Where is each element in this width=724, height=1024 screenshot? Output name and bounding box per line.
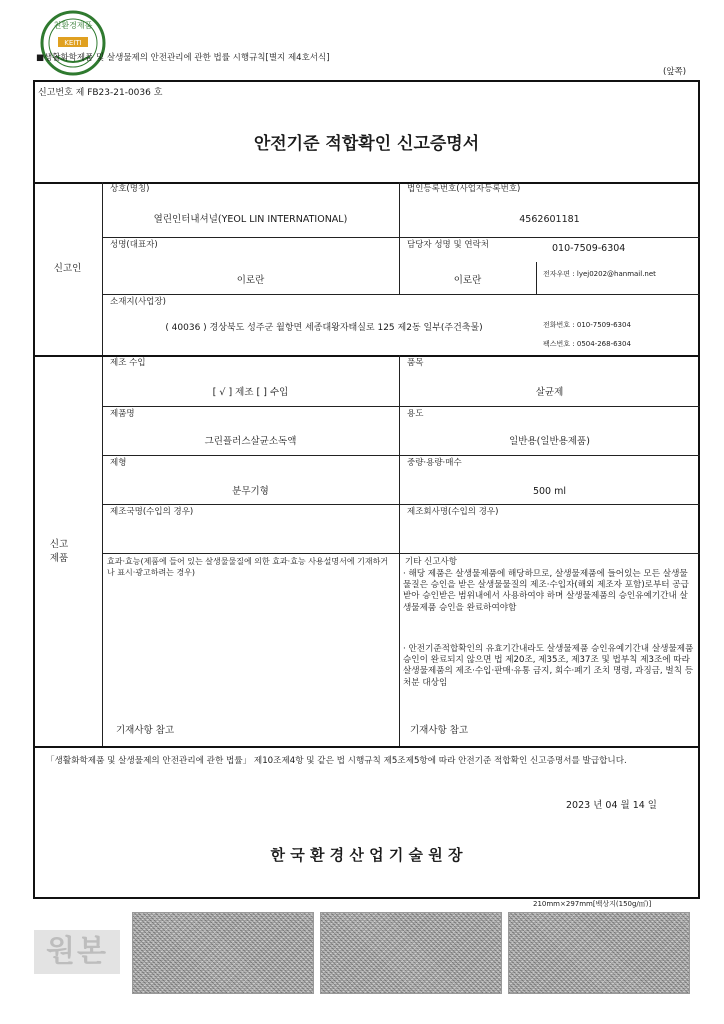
obscured-image-2 [320,912,502,994]
name-label: 제품명 [110,409,135,419]
phone-line [543,321,631,330]
watermark-stamp [34,930,120,974]
seal-badge: KEITI [64,39,82,47]
biz-no-value: 4562601181 [519,214,580,225]
other-text-2: · 안전기준적합확인의 유효기간내라도 살생물제품 승인유예기간내 살생물제품 승인이 완료되지 않으면 법 제20조, 제35조, 제37조 및 법부칙 제3조에 따라 살생물제품의 제조·수입·판매·유통 금지, 회수·폐기 조치 명령, 과징금, 벌칙 등 처분 대상임 [403,644,694,688]
product-section-label: 신고 제품 [49,539,69,564]
qty-value: 500 ml [532,486,567,497]
watermark-text: 원본 [46,934,108,969]
form-title: ■생활화학제품 및 살생물제의 안전관리에 관한 법률 시행규칙[별지 제4호서식] [36,53,330,63]
company-value: 열린인터내셔널(YEOL LIN INTERNATIONAL) [153,214,348,225]
name-value: 그린플러스살균소독액 [204,436,297,447]
form-value: 분무기형 [232,486,269,497]
ref-right: 기재사항 참고 [410,725,469,736]
qty-label: 중량·용량·매수 [407,458,462,468]
phone-value: 010-7509-6304 [576,321,631,329]
phone-label: 전화번호 : [543,321,575,329]
paper-size: 210mm×297mm[백상지(150g/㎡)] [533,900,652,908]
biz-no-label: 법인등록번호(사업자등록번호) [407,184,521,194]
reporter-section-label: 신고인 [53,263,82,274]
fax-value: 0504-268-6304 [576,340,631,348]
mfg-value: [ √ ] 제조 [ ] 수입 [212,387,289,398]
issue-date: 2023 년 04 월 14 일 [566,800,657,811]
mfg-label: 제조 수입 [110,358,146,368]
item-label: 품목 [407,358,424,368]
official-seal [34,10,112,76]
address-value: ( 40036 ) 경상북도 성주군 월항면 세종대왕자태실로 125 제2동 일부(주건축물) [165,323,483,333]
issuer-name: 한 국 환 경 산 업 기 술 원 장 [270,846,463,864]
form-label: 제형 [110,458,127,468]
footer-statement: 「생활화학제품 및 살생물제의 안전관리에 관한 법률」 제10조제4항 및 같은 법 시행규칙 제5조제5항에 따라 안전기준 적합확인 신고증명서를 발급합니다. [46,756,627,766]
doc-title: 안전기준 적합확인 신고증명서 [253,134,480,154]
other-text-1: · 해당 제품은 살생물제품에 해당하므로, 살생물제품에 들어있는 모든 살생물물질은 승인을 받은 살생물물질의 제조·수입자(해외 제조자 포함)로부터 공급받아 승인받은 범위내에서 사용하여야 하며 살생물제품의 승인유예기간내 살생물제품 승인을 완료하여야함 [403,569,689,613]
other-label: 기타 신고사항 [405,557,457,567]
manager-label: 담당자 성명 및 연락처 [407,240,490,250]
email-label: 전자우편 : [543,270,575,278]
rep-label: 성명(대표자) [110,240,158,250]
ref-left: 기재사항 참고 [116,725,175,736]
email-value: lyej0202@hanmail.net [576,270,656,278]
obscured-image-1 [132,912,314,994]
report-number: 신고번호 제 FB23-21-0036 호 [38,88,163,98]
obscured-image-3 [508,912,690,994]
use-value: 일반용(일반용제품) [509,436,590,447]
fax-line [543,340,631,349]
address-label: 소재지(사업장) [110,297,166,307]
use-label: 용도 [407,409,424,419]
item-value: 살균제 [535,387,564,398]
manager-name: 이로란 [453,275,482,286]
manager-phone: 010-7509-6304 [552,243,626,254]
effect-label: 효과·효능(제품에 들어 있는 살생물물질에 의한 효과·효능 사용설명서에 기재하거나 표시·광고하려는 경우) [107,557,389,577]
email-line [543,270,656,279]
country-label: 제조국명(수입의 경우) [110,507,194,517]
maker-label: 제조회사명(수입의 경우) [407,507,499,517]
seal-text: 친환경제품 [53,21,93,30]
fax-label: 팩스번호 : [543,340,575,348]
rep-value: 이로란 [236,275,265,286]
side-note: (앞쪽) [663,67,687,77]
company-label: 상호(명칭) [110,184,150,194]
